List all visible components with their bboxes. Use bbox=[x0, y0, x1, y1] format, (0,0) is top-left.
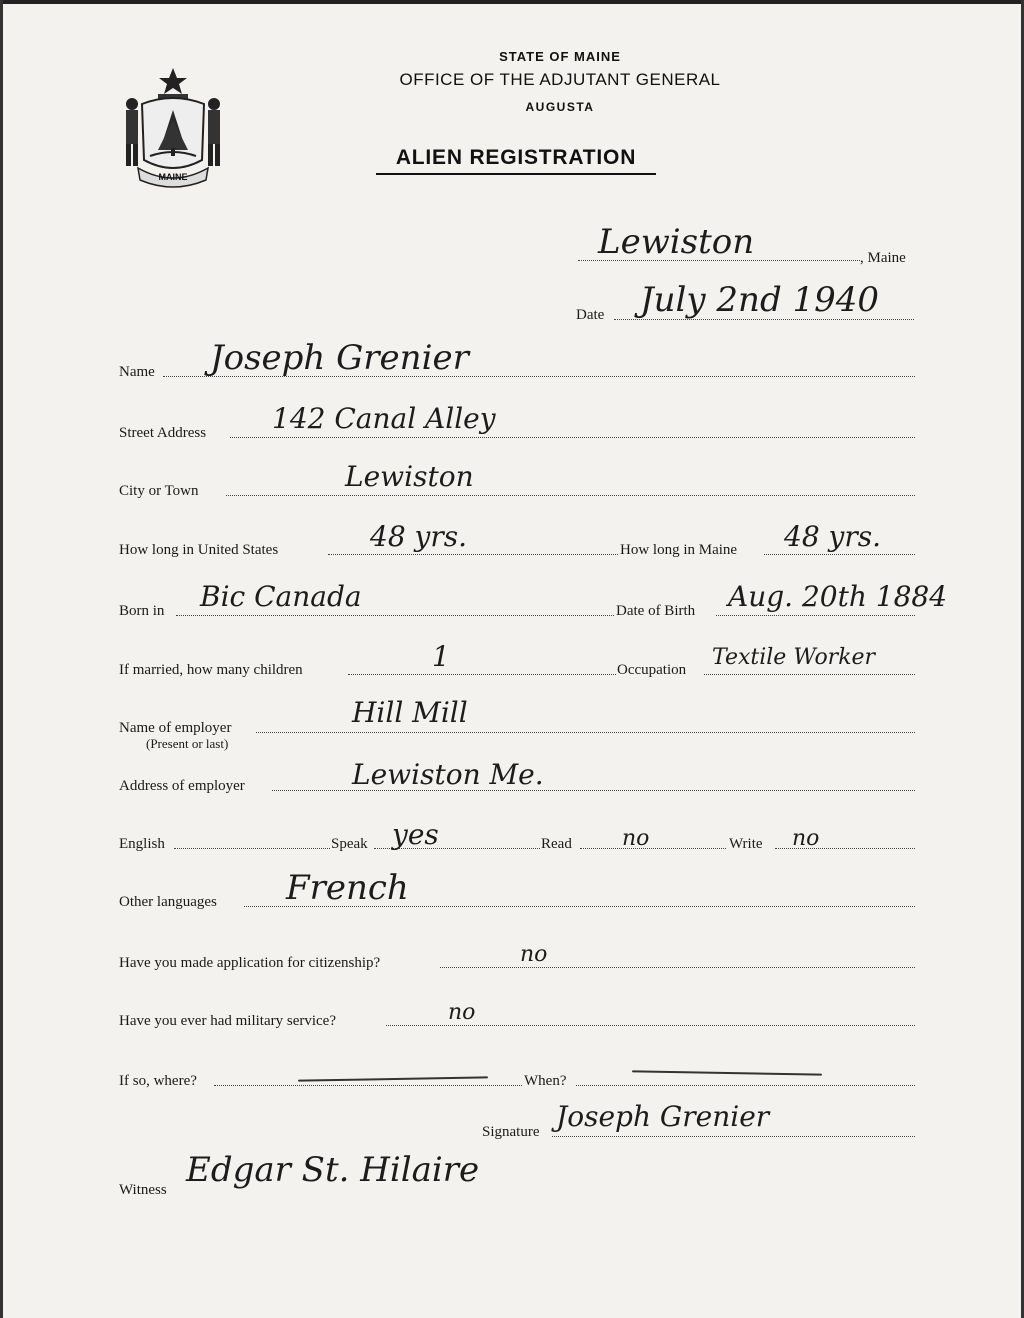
read-line bbox=[580, 848, 726, 849]
other-lang-value: French bbox=[286, 868, 409, 908]
how-long-us-label: How long in United States bbox=[119, 542, 279, 558]
employer-label: Name of employer bbox=[119, 720, 232, 736]
children-line bbox=[348, 674, 616, 675]
signature-label: Signature bbox=[482, 1124, 540, 1140]
witness-label: Witness bbox=[119, 1182, 167, 1198]
signature-value: Joseph Grenier bbox=[556, 1100, 770, 1133]
children-label: If married, how many children bbox=[119, 662, 303, 678]
how-long-maine-value: 48 yrs. bbox=[784, 520, 882, 553]
when-line bbox=[576, 1085, 915, 1086]
city-value: Lewiston bbox=[345, 460, 474, 493]
occupation-line bbox=[704, 674, 915, 675]
name-label: Name bbox=[119, 364, 155, 380]
when-dash bbox=[632, 1070, 822, 1075]
born-value: Bic Canada bbox=[200, 580, 362, 613]
citizenship-label: Have you made application for citizenship? bbox=[119, 955, 381, 971]
page-title: ALIEN REGISTRATION bbox=[376, 146, 656, 175]
citizenship-line bbox=[440, 967, 915, 968]
date-value: July 2nd 1940 bbox=[640, 280, 880, 320]
english-line bbox=[174, 848, 330, 849]
children-value: 1 bbox=[432, 640, 450, 673]
street-label: Street Address bbox=[119, 425, 207, 441]
how-long-us-line bbox=[328, 554, 618, 555]
where-dash bbox=[298, 1076, 488, 1081]
left-border bbox=[0, 0, 3, 1318]
read-label: Read bbox=[541, 836, 572, 852]
read-value: no bbox=[622, 826, 650, 851]
write-value: no bbox=[792, 826, 820, 851]
street-line bbox=[230, 437, 915, 438]
city-label: City or Town bbox=[119, 483, 199, 499]
svg-text:MAINE: MAINE bbox=[158, 172, 188, 182]
military-value: no bbox=[448, 1000, 476, 1025]
where-line bbox=[214, 1085, 522, 1086]
date-label: Date bbox=[576, 307, 605, 323]
how-long-us-value: 48 yrs. bbox=[370, 520, 468, 553]
dob-line bbox=[716, 615, 915, 616]
employer-line bbox=[256, 732, 915, 733]
witness-value: Edgar St. Hilaire bbox=[186, 1150, 480, 1190]
town-value: Lewiston bbox=[598, 222, 755, 262]
how-long-maine-line bbox=[764, 554, 915, 555]
dob-label: Date of Birth bbox=[616, 603, 696, 619]
speak-value: yes bbox=[392, 818, 439, 851]
citizenship-value: no bbox=[520, 942, 548, 967]
employer-address-label: Address of employer bbox=[119, 778, 245, 794]
town-suffix: , Maine bbox=[860, 250, 906, 266]
how-long-maine-label: How long in Maine bbox=[620, 542, 738, 558]
born-label: Born in bbox=[119, 603, 165, 619]
occupation-label: Occupation bbox=[617, 662, 687, 678]
header-state: STATE OF MAINE bbox=[499, 49, 621, 64]
street-value: 142 Canal Alley bbox=[272, 402, 496, 435]
occupation-value: Textile Worker bbox=[712, 645, 876, 670]
military-line bbox=[386, 1025, 915, 1026]
employer-address-value: Lewiston Me. bbox=[352, 758, 544, 791]
other-lang-label: Other languages bbox=[119, 894, 217, 910]
where-label: If so, where? bbox=[119, 1073, 197, 1089]
signature-line bbox=[552, 1136, 915, 1137]
speak-label: Speak bbox=[331, 836, 368, 852]
when-label: When? bbox=[524, 1073, 567, 1089]
employer-sub-label: (Present or last) bbox=[146, 736, 229, 751]
employer-value: Hill Mill bbox=[352, 696, 468, 729]
military-label: Have you ever had military service? bbox=[119, 1013, 336, 1029]
dob-value: Aug. 20th 1884 bbox=[728, 580, 948, 613]
top-border bbox=[0, 0, 1024, 4]
header-office: OFFICE OF THE ADJUTANT GENERAL bbox=[399, 70, 721, 89]
english-label: English bbox=[119, 836, 165, 852]
write-label: Write bbox=[729, 836, 763, 852]
name-value: Joseph Grenier bbox=[210, 338, 469, 378]
header-city: AUGUSTA bbox=[525, 100, 595, 114]
born-line bbox=[176, 615, 614, 616]
state-seal-icon bbox=[120, 64, 226, 188]
city-line bbox=[226, 495, 915, 496]
